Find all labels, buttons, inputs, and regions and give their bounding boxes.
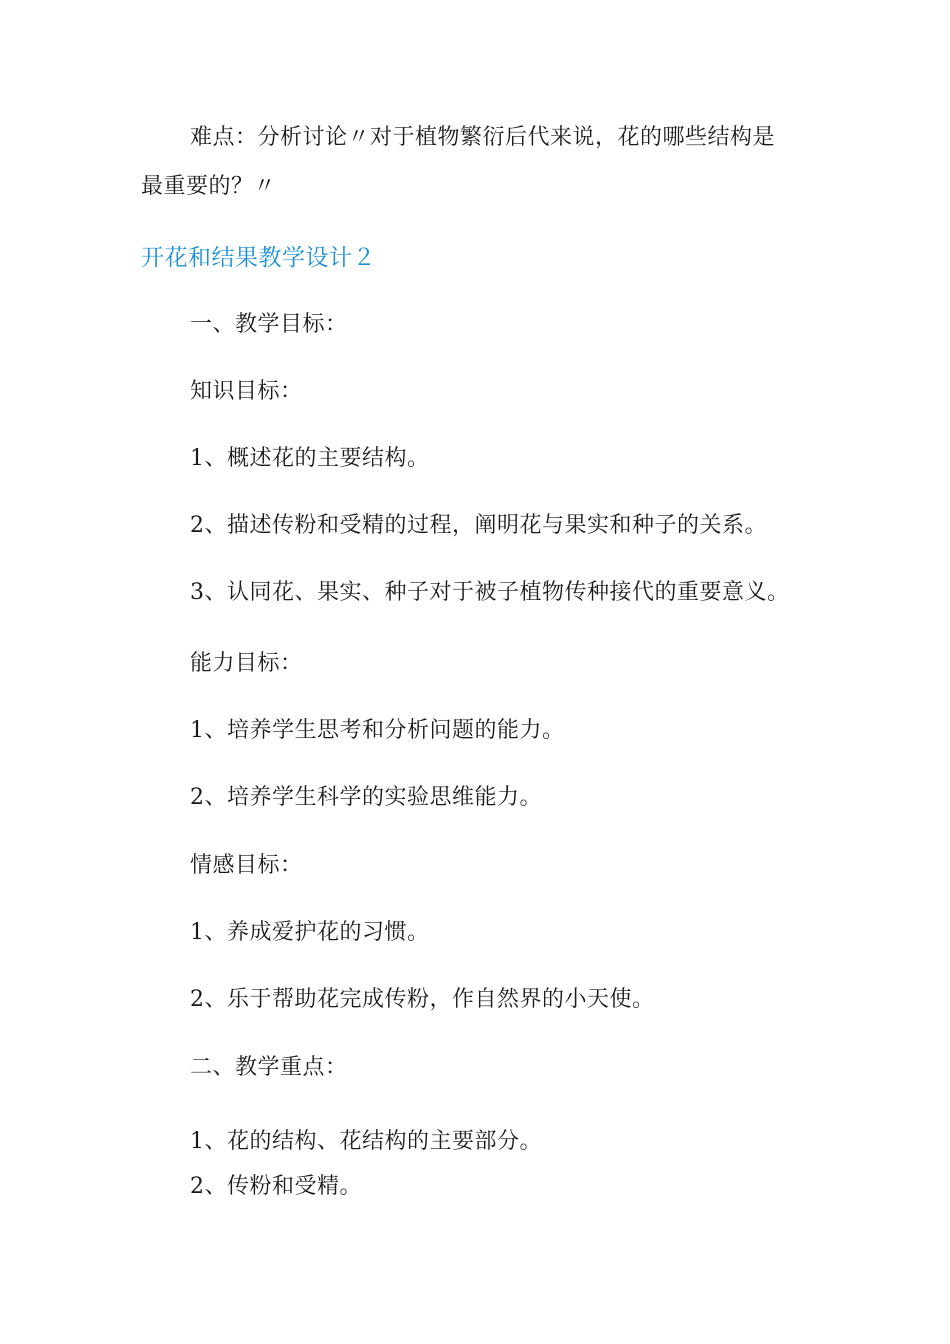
key-point-item: 1、花的结构、花结构的主要部分。 bbox=[190, 1129, 542, 1154]
emotion-goals-header: 情感目标： bbox=[190, 853, 303, 878]
difficulty-line-1: 难点：分析讨论〃对于植物繁衍后代来说，花的哪些结构是 bbox=[190, 125, 776, 150]
knowledge-goals-header: 知识目标： bbox=[190, 379, 303, 404]
goals-header: 一、教学目标： bbox=[190, 312, 348, 337]
key-point-item: 2、传粉和受精。 bbox=[190, 1174, 362, 1199]
ability-goal-item: 1、培养学生思考和分析问题的能力。 bbox=[190, 718, 565, 743]
knowledge-goal-item: 1、概述花的主要结构。 bbox=[190, 446, 430, 471]
knowledge-goal-item: 2、描述传粉和受精的过程，阐明花与果实和种子的关系。 bbox=[190, 513, 767, 538]
difficulty-line-2: 最重要的？〃 bbox=[141, 174, 277, 199]
ability-goal-item: 2、培养学生科学的实验思维能力。 bbox=[190, 785, 542, 810]
ability-goals-header: 能力目标： bbox=[190, 651, 303, 676]
emotion-goal-item: 2、乐于帮助花完成传粉，作自然界的小天使。 bbox=[190, 987, 655, 1012]
section-title: 开花和结果教学设计２ bbox=[141, 245, 376, 271]
knowledge-goal-item: 3、认同花、果实、种子对于被子植物传种接代的重要意义。 bbox=[190, 580, 790, 605]
emotion-goal-item: 1、养成爱护花的习惯。 bbox=[190, 920, 430, 945]
key-points-header: 二、教学重点： bbox=[190, 1055, 348, 1080]
